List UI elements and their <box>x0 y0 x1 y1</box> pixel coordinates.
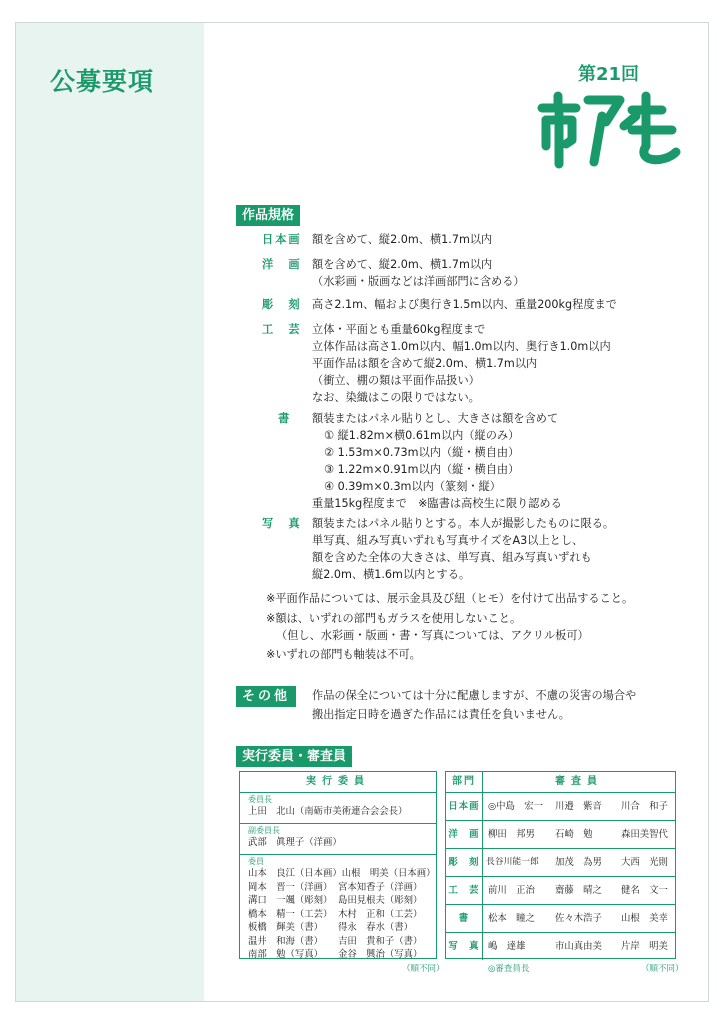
judge: 齋藤 晴之 <box>555 885 602 896</box>
member: 溝口 一颯（彫刻） <box>248 895 333 906</box>
spec-line: ④ 0.39m×0.3m以内（篆刻・縦） <box>324 480 501 493</box>
judge: 嶋 達雄 <box>488 941 526 952</box>
judge: 森田美智代 <box>621 829 668 840</box>
judge: 前川 正治 <box>488 885 535 896</box>
judges-header-judges: 審査員 <box>555 776 603 787</box>
other-section-tag: その他 <box>236 686 296 707</box>
judges-header-dept: 部門 <box>446 772 483 792</box>
other-line: 搬出指定日時を過ぎた作品には責任を負いません。 <box>312 708 570 721</box>
judge-dept: 工 芸 <box>446 877 483 904</box>
judge-dept: 彫 刻 <box>446 849 483 876</box>
judge: 健名 文一 <box>621 885 668 896</box>
judge: 山根 美幸 <box>621 913 668 924</box>
spec-line: （水彩画・版画などは洋画部門に含める） <box>312 275 525 288</box>
member: 得永 春水（書） <box>338 922 414 933</box>
chair-name: 上田 北山（南砺市美術連合会会長） <box>248 806 408 817</box>
spec-category: 工 芸 <box>262 323 302 336</box>
spec-category: 彫 刻 <box>262 298 302 311</box>
committee-box <box>239 771 437 959</box>
judge-row <box>446 793 675 821</box>
member: 金谷 興治（写真） <box>338 949 423 960</box>
member: 木村 正和（工芸） <box>338 908 423 920</box>
judge: 佐々木浩子 <box>555 913 602 924</box>
spec-line: 額を含めて、縦2.0m、横1.7m以内 <box>312 233 493 246</box>
note: （但し、水彩画・版画・書・写真については、アクリル板可） <box>276 629 589 642</box>
vice-chair-role: 副委員長 <box>248 826 280 835</box>
judge-dept: 洋 画 <box>446 821 483 848</box>
chair-role: 委員長 <box>248 795 272 804</box>
judge-dept: 写 真 <box>446 933 483 960</box>
member: 宮本知香子（洋画） <box>338 881 423 893</box>
spec-category: 書 <box>278 412 292 425</box>
judge: 市山真由美 <box>555 941 602 952</box>
member: 山本 良江（日本画） <box>248 868 342 879</box>
judge: 松本 瞳之 <box>488 913 535 924</box>
members-section <box>240 855 436 964</box>
judges-header-row <box>446 772 675 793</box>
vice-chair-section <box>240 824 436 855</box>
member: 吉田 貴和子（書） <box>338 935 423 947</box>
member: 岡本 晋一（洋画） <box>248 881 333 893</box>
member: 温井 和海（書） <box>248 935 324 947</box>
spec-line: なお、染織はこの限りではない。 <box>312 391 480 404</box>
judges-body <box>446 793 675 958</box>
judges-box <box>445 771 676 959</box>
other-text <box>312 686 636 724</box>
members-role: 委員 <box>248 857 264 866</box>
spec-line: ① 縦1.82m×横0.61m以内（縦のみ） <box>324 429 520 442</box>
vice-chair-name: 武部 眞理子（洋画） <box>248 837 342 848</box>
spec-line: ② 1.53m×0.73m以内（縦・横自由） <box>324 446 520 459</box>
member-row <box>248 908 428 922</box>
judge: 片岸 明美 <box>621 941 668 952</box>
judge-row <box>446 821 675 849</box>
judge: 大西 光則 <box>621 857 668 868</box>
judge: 柳田 邦男 <box>488 829 535 840</box>
judges-order-footnote: （順不同） <box>641 964 684 974</box>
spec-line: 重量15kg程度まで ※臨書は高校生に限り認める <box>312 497 562 510</box>
member-row <box>248 921 428 935</box>
judge-dept: 日本画 <box>446 793 483 820</box>
member-row <box>248 867 436 881</box>
judge: 川合 和子 <box>621 801 668 812</box>
sidebar-title: 公募要項 <box>50 67 155 96</box>
committee-header: 実行委員 <box>240 772 436 793</box>
spec-category: 洋 画 <box>262 258 302 271</box>
note: ※いずれの部門も軸装は不可。 <box>266 648 421 661</box>
spec-line: 立体作品は高さ1.0m以内、幅1.0m以内、奥行き1.0m以内 <box>312 340 611 353</box>
member-row <box>248 948 428 962</box>
logo <box>536 86 684 170</box>
judge: 長谷川能一郎 <box>486 857 539 867</box>
member-row <box>248 894 428 908</box>
logo-mark <box>536 86 684 170</box>
spec-line: 平面作品は額を含めて縦2.0m、横1.7m以内 <box>312 357 538 370</box>
spec-line: 額を含めた全体の大きさは、単写真、組み写真いずれも <box>312 551 592 564</box>
judge-row <box>446 849 675 877</box>
member: 板橋 輝美（書） <box>248 922 324 933</box>
judge-row <box>446 933 675 960</box>
chair-section <box>240 793 436 824</box>
judge-row <box>446 877 675 905</box>
other-line: 作品の保全については十分に配慮しますが、不慮の災害の場合や <box>312 689 637 702</box>
judge: ◎中島 宏一 <box>488 801 544 812</box>
spec-category: 写 真 <box>262 517 302 530</box>
note: ※平面作品については、展示金具及び紐（ヒモ）を付けて出品すること。 <box>266 592 634 605</box>
member-row <box>248 881 428 895</box>
spec-line: （衝立、棚の類は平面作品扱い） <box>312 374 480 387</box>
committee-section-tag: 実行委員・審査員 <box>236 746 352 767</box>
judge-dept: 書 <box>446 905 483 932</box>
member: 山根 明美（日本画） <box>341 868 436 879</box>
edition-label: 第21回 <box>578 64 640 85</box>
sidebar <box>16 23 204 1001</box>
note: ※額は、いずれの部門もガラスを使用しないこと。 <box>266 612 522 625</box>
spec-line: 縦2.0m、横1.6m以内とする。 <box>312 568 471 581</box>
spec-line: ③ 1.22m×0.91m以内（縦・横自由） <box>324 463 520 476</box>
judge: 石崎 勉 <box>555 829 593 840</box>
committee-footnote: （順不同） <box>402 964 445 974</box>
spec-line: 額を含めて、縦2.0m、横1.7m以内 <box>312 258 493 271</box>
judge: 加茂 為男 <box>555 857 602 868</box>
spec-line: 額装またはパネル貼りとする。本人が撮影したものに限る。 <box>312 517 615 530</box>
spec-line: 額装またはパネル貼りとし、大きさは額を含めて <box>312 412 559 425</box>
spec-line: 立体・平面とも重量60kg程度まで <box>312 323 486 336</box>
member-row <box>248 935 428 949</box>
member: 橋本 精一（工芸） <box>248 908 333 920</box>
judge: 川邉 紫音 <box>555 801 602 812</box>
spec-line: 高さ2.1m、幅および奥行き1.5m以内、重量200kg程度まで <box>312 298 617 311</box>
member: 島田見根夫（彫刻） <box>338 895 423 906</box>
judge-row <box>446 905 675 933</box>
spec-category: 日本画 <box>262 233 302 246</box>
spec-line: 単写真、組み写真いずれも写真サイズをA3以上とし、 <box>312 534 584 547</box>
member: 南部 勉（写真） <box>248 949 324 960</box>
spec-section-tag: 作品規格 <box>236 205 300 226</box>
judges-chief-footnote: ◎審査員長 <box>488 964 530 974</box>
